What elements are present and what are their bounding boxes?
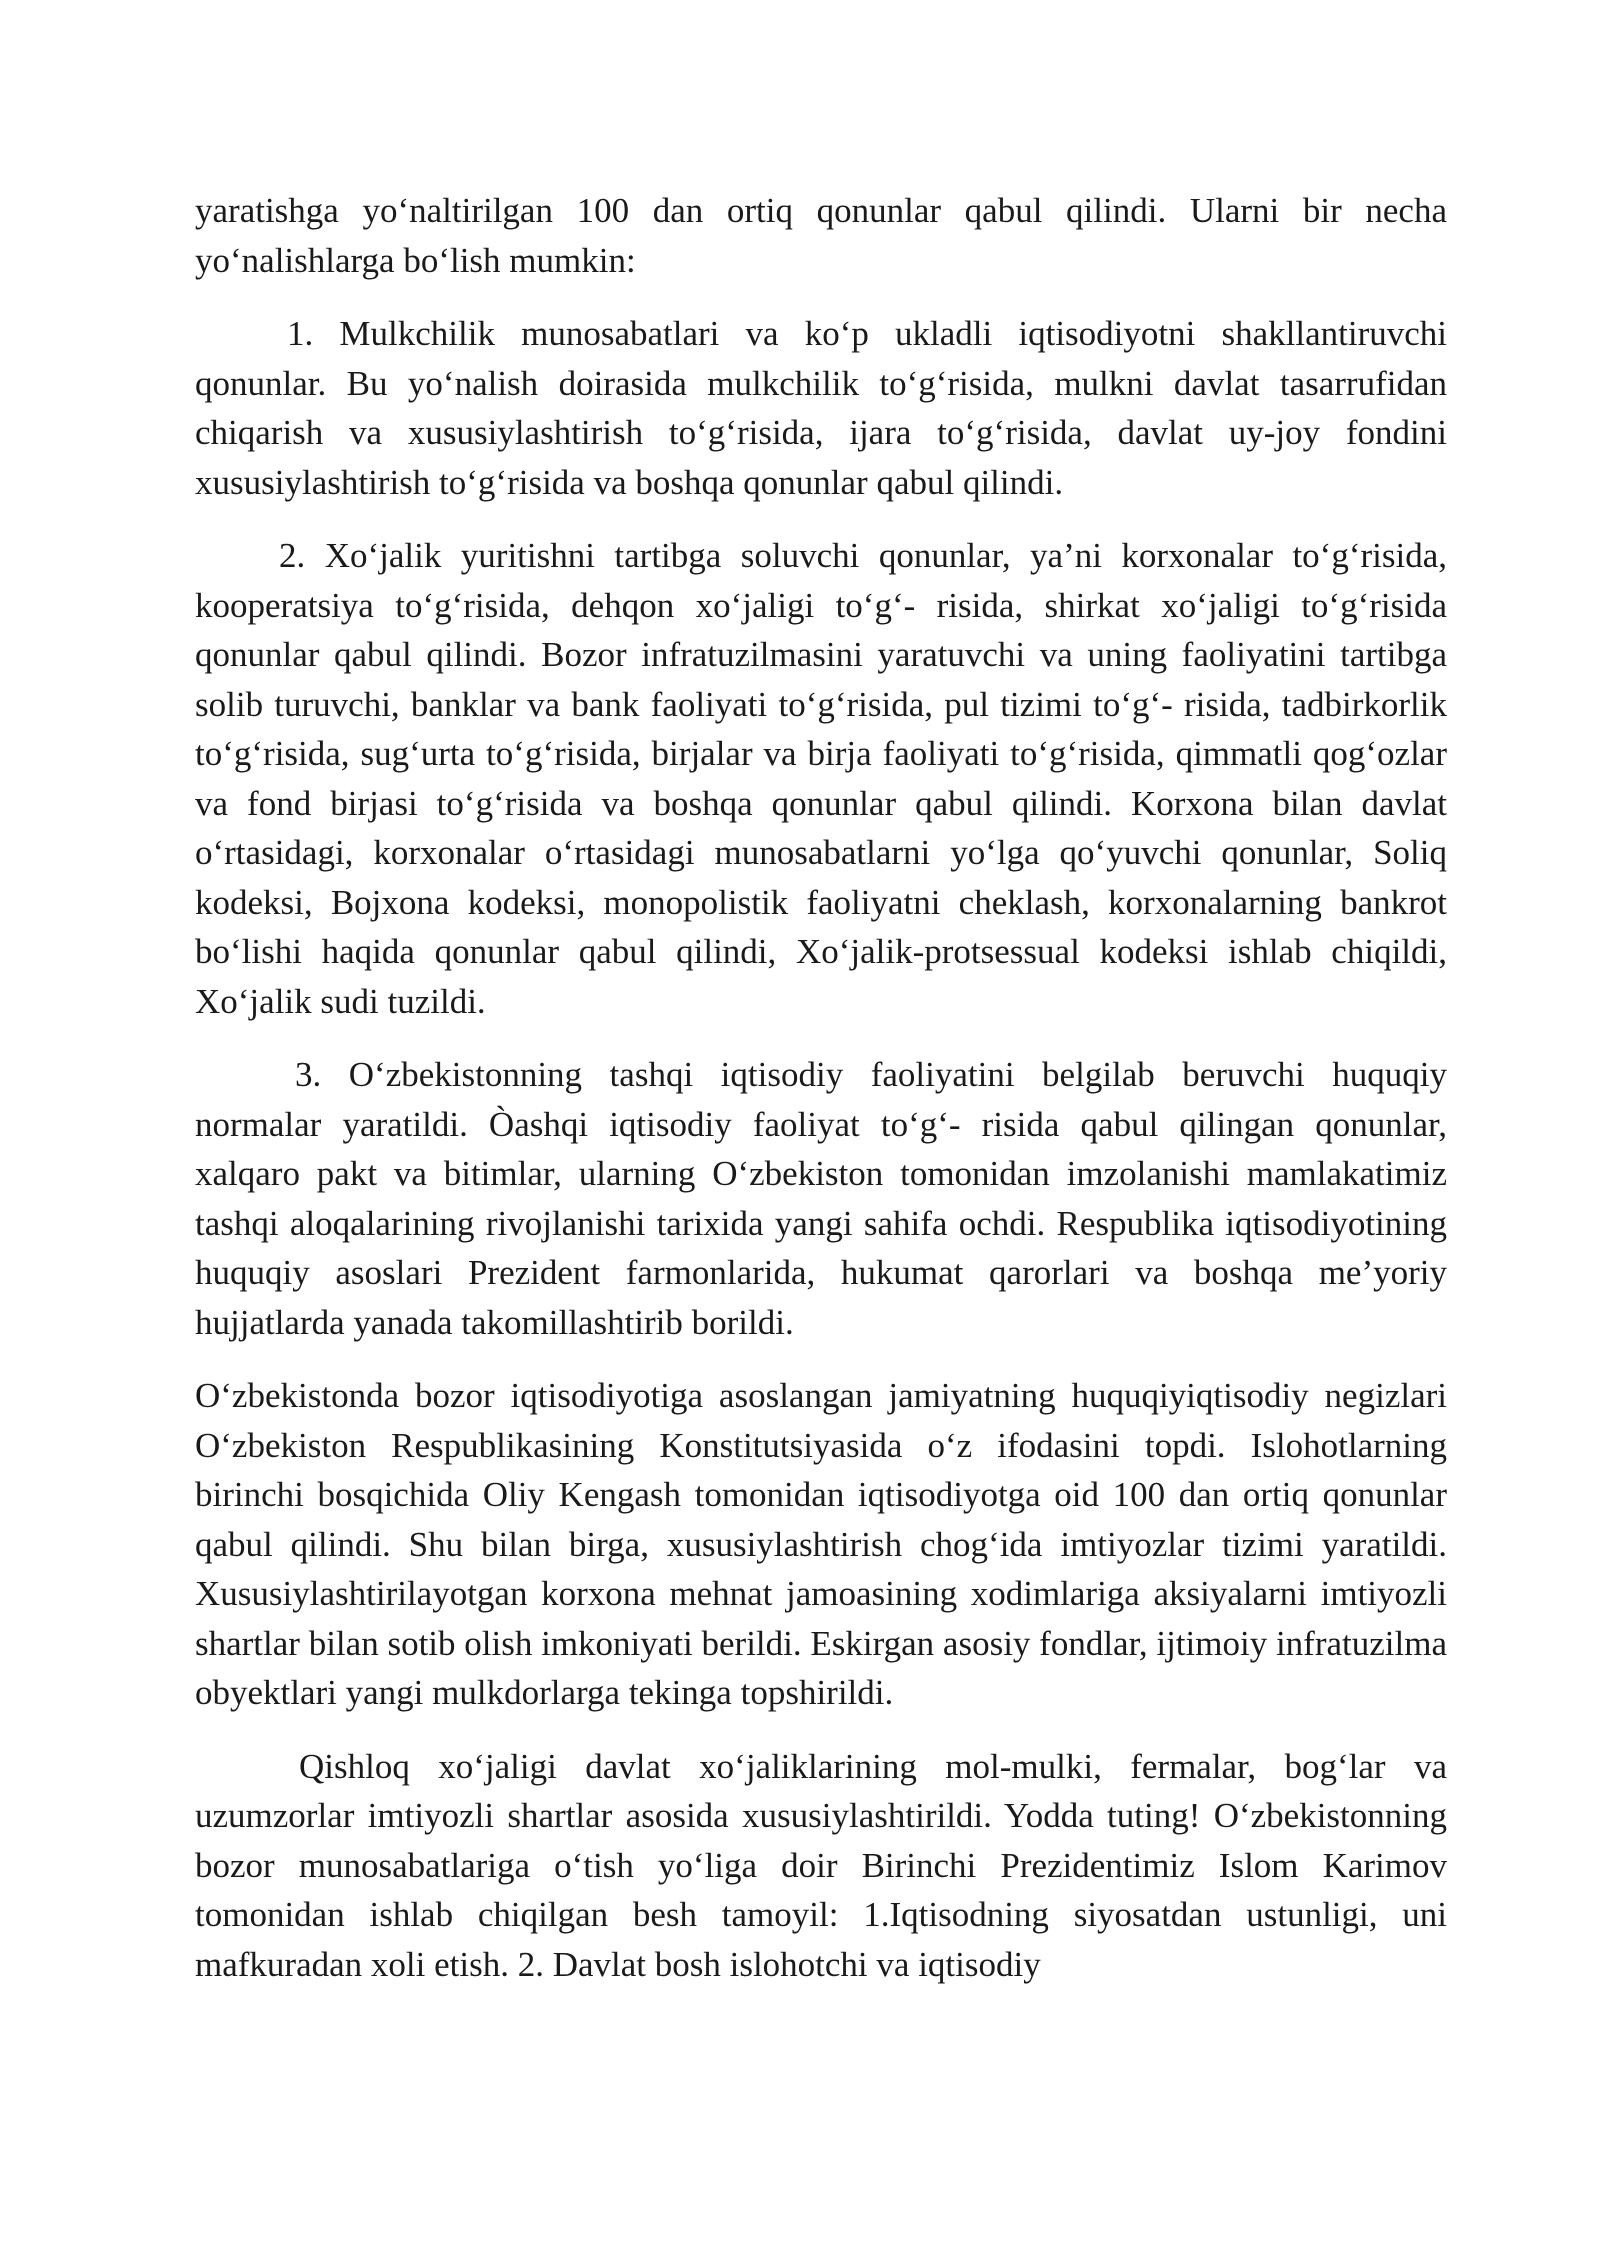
paragraph-intro: yaratishga yo‘naltirilgan 100 dan ortiq qonunlar qabul qilindi. Ularni bir necha yo‘nalishlarga bo‘lish mumkin: (195, 191, 1447, 280)
paragraph-agriculture: Qishloq xo‘jaligi davlat xo‘jaliklarining mol-mulki, fermalar, bog‘lar va uzumzorlar imtiyozli shartlar asosida xususiylashtirildi. Yodda tuting! O‘zbekistonning bozor munosabatlariga o‘tish yo‘liga doir Birinchi Prezidentimiz Islom Karimov tomonidan ishlab chiqilgan besh tamoyil: 1.Iqtisodning siyosatdan ustunligi, uni mafkuradan xoli etish. 2. Davlat bosh islohotchi va iqtisodiy (195, 1746, 1447, 1984)
paragraph-item-1: 1. Mulkchilik munosabatlari va ko‘p ukladli iqtisodiyotni shakllantiruvchi qonunlar. Bu yo‘nalish doirasida mulkchilik to‘g‘risida, mulkni davlat tasarrufidan chiqarish va xususiylashtirish to‘g‘risida, ijara to‘g‘risida, davlat uy-joy fondini xususiylashtirish to‘g‘risida va boshqa qonunlar qabul qilindi. (195, 314, 1447, 502)
paragraph-constitution: O‘zbekistonda bozor iqtisodiyotiga asoslangan jamiyatning huquqiyiqtisodiy negizlari O‘zbekiston Respublikasining Konstitutsiyasida o‘z ifodasini topdi. Islohotlarning birinchi bosqichida Oliy Kengash tomonidan iqtisodiyotga oid 100 dan ortiq qonunlar qabul qilindi. Shu bilan birga, xususiylashtirish chog‘ida imtiyozlar tizimi yaratildi. Xususiylashtirilayotgan korxona mehnat jamoasining xodimlariga aksiyalarni imtiyozli shartlar bilan sotib olish imkoniyati berildi. Eskirgan asosiy fondlar, ijtimoiy infratuzilma obyektlari yangi mulkdorlarga tekinga topshirildi. (195, 1376, 1447, 1712)
paragraph-item-2: 2. Xo‘jalik yuritishni tartibga soluvchi qonunlar, ya’ni korxonalar to‘g‘risida, kooperatsiya to‘g‘risida, dehqon xo‘jaligi to‘g‘- risida, shirkat xo‘jaligi to‘g‘risida qonunlar qabul qilindi. Bozor infratuzilmasini yaratuvchi va uning faoliyatini tartibga solib turuvchi, banklar va bank faoliyati to‘g‘risida, pul tizimi to‘g‘- risida, tadbirkorlik to‘g‘risida, sug‘urta to‘g‘risida, birjalar va birja faoliyati to‘g‘risida, qimmatli qog‘ozlar va fond birjasi to‘g‘risida va boshqa qonunlar qabul qilindi. Korxona bilan davlat o‘rtasidagi, korxonalar o‘rtasidagi munosabatlarni yo‘lga qo‘yuvchi qonunlar, Soliq kodeksi, Bojxona kodeksi, monopolistik faoliyatni cheklash, korxonalarning bankrot bo‘lishi haqida qonunlar qabul qilindi, Xo‘jalik-protsessual kodeksi ishlab chiqildi, Xo‘jalik sudi tuzildi. (195, 536, 1447, 1021)
paragraph-item-3: 3. O‘zbekistonning tashqi iqtisodiy faoliyatini belgilab beruvchi huquqiy normalar yaratildi. Òashqi iqtisodiy faoliyat to‘g‘- risida qabul qilingan qonunlar, xalqaro pakt va bitimlar, ularning O‘zbekiston tomonidan imzolanishi mamlakatimiz tashqi aloqalarining rivojlanishi tarixida yangi sahifa ochdi. Respublika iqtisodiyotining huquqiy asoslari Prezident farmonlarida, hukumat qarorlari va boshqa me’yoriy hujjatlarda yanada takomillashtirib borildi. (195, 1055, 1447, 1342)
document-body (195, 186, 1447, 2013)
